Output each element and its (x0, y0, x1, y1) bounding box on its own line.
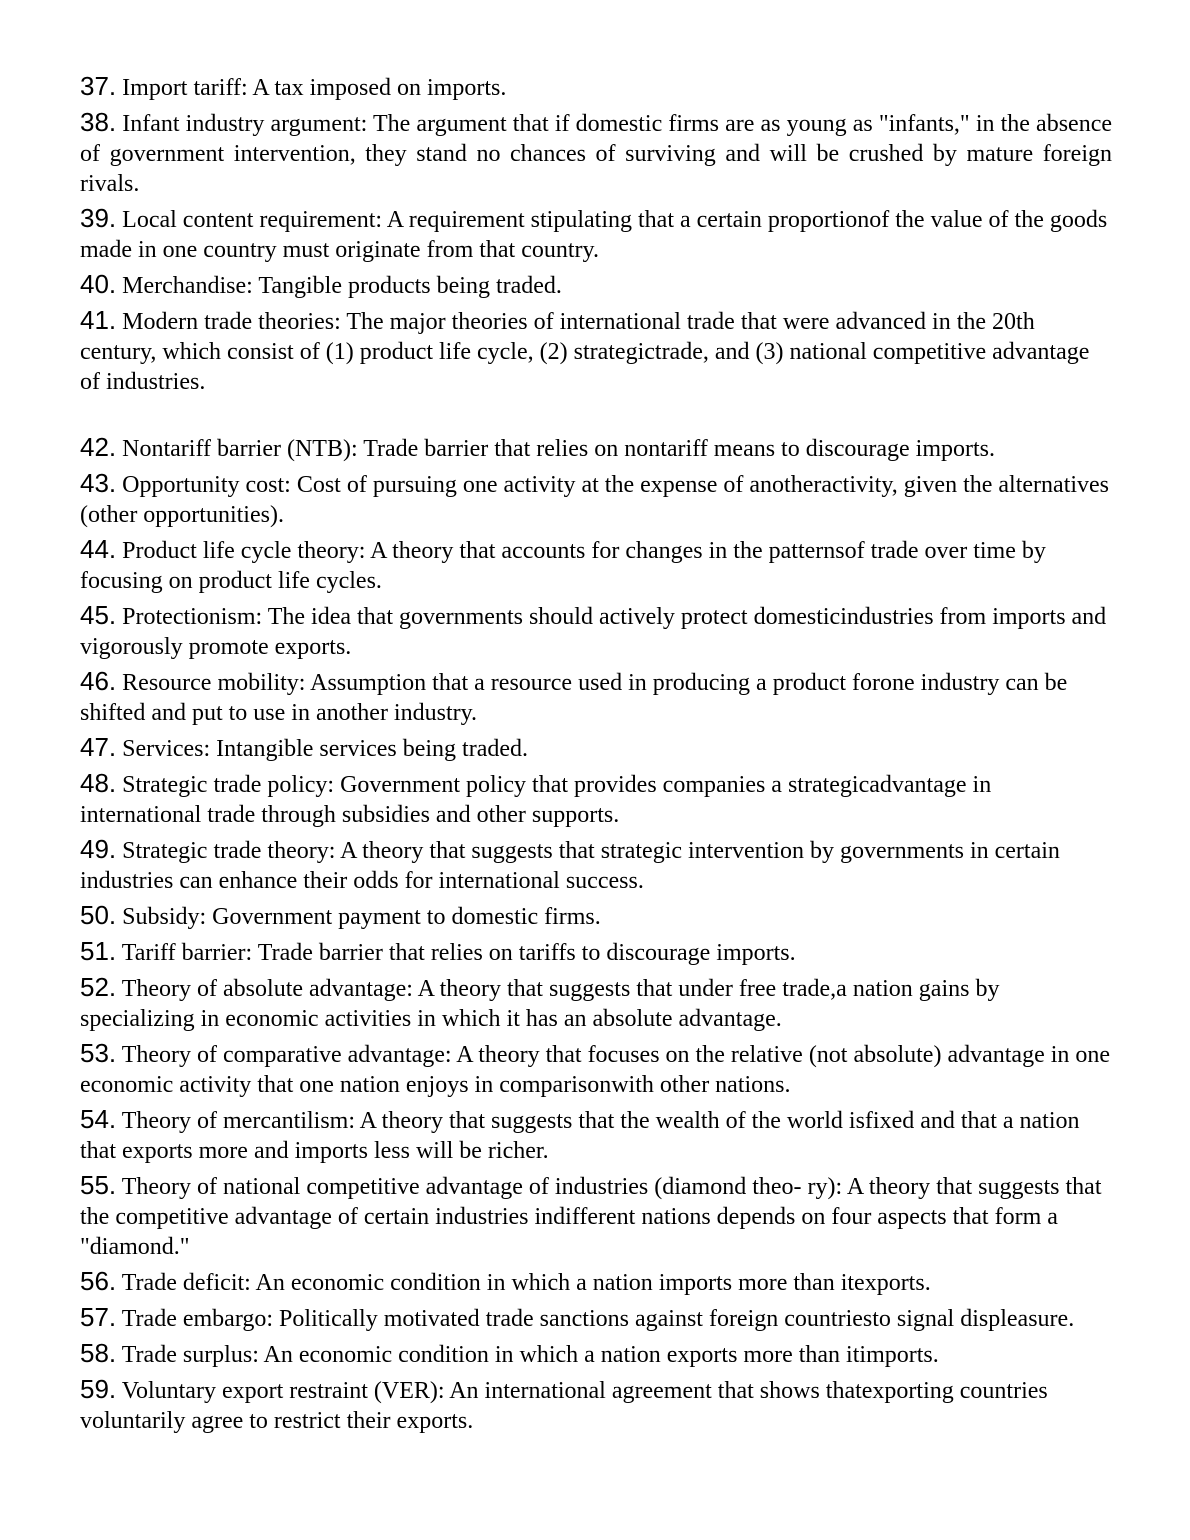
entry-number: 51. (80, 936, 117, 966)
entry-text: Opportunity cost: Cost of pursuing one activity at the expense of anotheractivity, given the alternatives (other opportunities). (80, 472, 1110, 528)
glossary-entry-59 (80, 1374, 1112, 1436)
entry-number: 39. (80, 203, 117, 233)
glossary-entry-52 (80, 972, 1112, 1034)
entry-text: Strategic trade policy: Government policy that provides companies a strategicadvantage in international trade through subsidies and other supports. (80, 772, 992, 828)
entry-number: 45. (80, 600, 117, 630)
glossary-entry-37 (80, 71, 1112, 103)
entry-text: Services: Intangible services being traded. (122, 736, 529, 762)
entry-number: 47. (80, 732, 117, 762)
glossary-entry-58 (80, 1338, 1112, 1370)
entry-text: Nontariff barrier (NTB): Trade barrier that relies on nontariff means to discourage imports. (122, 436, 996, 462)
entry-text: Protectionism: The idea that governments should actively protect domesticindustries from imports and vigorously promote exports. (80, 604, 1107, 660)
glossary-entry-53 (80, 1038, 1112, 1100)
glossary-entry-50 (80, 900, 1112, 932)
glossary-entry-41 (80, 305, 1112, 397)
entry-number: 59. (80, 1374, 117, 1404)
entry-text: Theory of mercantilism: A theory that suggests that the wealth of the world isfixed and that a nation that exports more and imports less will be richer. (80, 1108, 1080, 1164)
entry-number: 37. (80, 71, 117, 101)
glossary-entry-46 (80, 666, 1112, 728)
glossary-entry-54 (80, 1104, 1112, 1166)
entry-number: 57. (80, 1302, 117, 1332)
glossary-entry-47 (80, 732, 1112, 764)
entry-number: 58. (80, 1338, 117, 1368)
entry-number: 52. (80, 972, 117, 1002)
entry-text: Infant industry argument: The argument that if domestic firms are as young as "infants," in the absence of government intervention, they stand no chances of surviving and will be crushed by mature foreign rivals. (80, 111, 1112, 197)
entry-number: 43. (80, 468, 117, 498)
entry-text: Theory of comparative advantage: A theory that focuses on the relative (not absolute) advantage in one economic activity that one nation enjoys in comparisonwith other nations. (80, 1042, 1111, 1098)
glossary-entry-42 (80, 432, 1112, 464)
glossary-entry-49 (80, 834, 1112, 896)
entry-number: 53. (80, 1038, 117, 1068)
glossary-entry-43 (80, 468, 1112, 530)
entry-text: Trade surplus: An economic condition in which a nation exports more than itimports. (121, 1342, 939, 1368)
entry-text: Trade deficit: An economic condition in which a nation imports more than itexports. (121, 1270, 931, 1296)
entry-text: Modern trade theories: The major theories of international trade that were advanced in the 20th century, which consist of (1) product life cycle, (2) strategictrade, and (3) national competitive advantage of industries. (80, 309, 1090, 395)
entry-number: 55. (80, 1170, 117, 1200)
entry-text: Product life cycle theory: A theory that accounts for changes in the patternsof trade over time by focusing on product life cycles. (80, 538, 1046, 594)
entry-text: Resource mobility: Assumption that a resource used in producing a product forone industry can be shifted and put to use in another industry. (80, 670, 1068, 726)
entry-number: 44. (80, 534, 117, 564)
entry-text: Local content requirement: A requirement stipulating that a certain proportionof the value of the goods made in one country must originate from that country. (80, 207, 1108, 263)
entry-text: Theory of national competitive advantage of industries (diamond theo- ry): A theory that suggests that the competitive advantage of certain industries indifferent nations depends on four aspects that form a "diamond." (80, 1174, 1102, 1260)
entry-number: 49. (80, 834, 117, 864)
entry-number: 48. (80, 768, 117, 798)
entry-text: Tariff barrier: Trade barrier that relies on tariffs to discourage imports. (121, 940, 796, 966)
entry-number: 41. (80, 305, 117, 335)
glossary-entry-39 (80, 203, 1112, 265)
glossary-entry-48 (80, 768, 1112, 830)
entry-number: 46. (80, 666, 117, 696)
entry-text: Merchandise: Tangible products being traded. (122, 273, 562, 299)
entry-text: Trade embargo: Politically motivated trade sanctions against foreign countriesto signal displeasure. (121, 1306, 1075, 1332)
entry-number: 54. (80, 1104, 117, 1134)
entry-number: 42. (80, 432, 117, 462)
entry-text: Strategic trade theory: A theory that suggests that strategic intervention by governments in certain industries can enhance their odds for international success. (80, 838, 1060, 894)
entry-text: Subsidy: Government payment to domestic firms. (122, 904, 601, 930)
entry-number: 38. (80, 107, 117, 137)
glossary-entry-44 (80, 534, 1112, 596)
glossary-entry-51 (80, 936, 1112, 968)
glossary-entry-57 (80, 1302, 1112, 1334)
entry-text: Voluntary export restraint (VER): An international agreement that shows thatexporting countries voluntarily agree to restrict their exports. (80, 1378, 1048, 1434)
glossary-entry-56 (80, 1266, 1112, 1298)
glossary-entry-55 (80, 1170, 1112, 1262)
entry-number: 50. (80, 900, 117, 930)
glossary-entry-45 (80, 600, 1112, 662)
entry-number: 40. (80, 269, 117, 299)
glossary-entry-40 (80, 269, 1112, 301)
glossary-entry-38 (80, 107, 1112, 199)
entry-text: Import tariff: A tax imposed on imports. (122, 75, 507, 101)
entry-number: 56. (80, 1266, 117, 1296)
entry-text: Theory of absolute advantage: A theory that suggests that under free trade,a nation gains by specializing in economic activities in which it has an absolute advantage. (80, 976, 1000, 1032)
glossary-list (80, 71, 1112, 1440)
